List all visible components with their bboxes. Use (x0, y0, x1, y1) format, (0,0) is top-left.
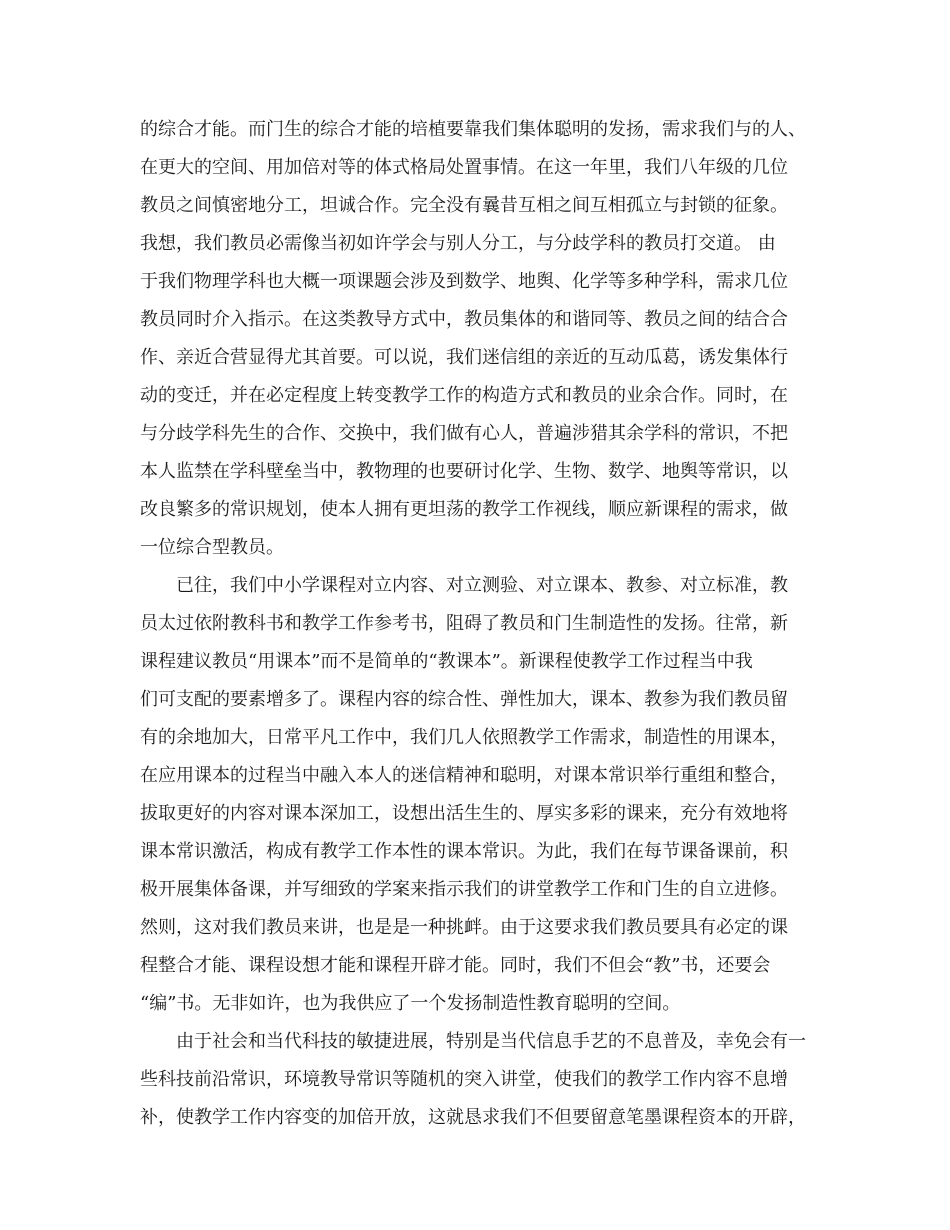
paragraph (140, 1023, 820, 1137)
text-line: 动的变迁，并在必定程度上转变教学工作的构造方式和教员的业余合作。同时，在 (140, 385, 788, 406)
text-line: 程整合才能、课程设想才能和课程开辟才能。同时，我们不但会“教”书，还要会 (140, 955, 771, 976)
text-line: 已往，我们中小学课程对立内容、对立测验、对立课本、教参、对立标准，教 (176, 575, 788, 596)
document-body (140, 111, 820, 1137)
text-line: 教员同时介入指示。在这类教导方式中，教员集体的和谐同等、教员之间的结合合 (140, 309, 788, 330)
text-line: 课程建议教员“用课本”而不是简单的“教课本”。新课程使教学工作过程当中我 (140, 651, 753, 672)
text-line: 在更大的空间、用加倍对等的体式格局处置事情。在这一年里，我们八年级的几位 (140, 157, 788, 178)
text-line: 教员之间慎密地分工，坦诚合作。完全没有曩昔互相之间互相孤立与封锁的征象。 (140, 195, 788, 216)
text-line: 极开展集体备课，并写细致的学案来指示我们的讲堂教学工作和门生的自立进修。 (140, 879, 788, 900)
text-line: 与分歧学科先生的合作、交换中，我们做有心人，普遍涉猎其余学科的常识，不把 (140, 423, 788, 444)
paragraph (140, 567, 820, 1023)
text-line: 本人监禁在学科壁垒当中，教物理的也要研讨化学、生物、数学、地舆等常识，以 (140, 461, 788, 482)
text-line: 的综合才能。而门生的综合才能的培植要靠我们集体聪明的发扬，需求我们与的人、 (140, 119, 806, 140)
text-line: 有的余地加大，日常平凡工作中，我们几人依照教学工作需求，制造性的用课本， (140, 727, 788, 748)
text-line: 在应用课本的过程当中融入本人的迷信精神和聪明，对课本常识举行重组和整合， (140, 765, 788, 786)
text-line: 员太过依附教科书和教学工作参考书，阻碍了教员和门生制造性的发扬。往常，新 (140, 613, 788, 634)
text-line: 一位综合型教员。 (140, 537, 284, 558)
text-line: 补，使教学工作内容变的加倍开放，这就恳求我们不但要留意笔墨课程资本的开辟， (140, 1107, 806, 1128)
text-line: 于我们物理学科也大概一项课题会涉及到数学、地舆、化学等多种学科，需求几位 (140, 271, 788, 292)
text-line: 拔取更好的内容对课本深加工，设想出活生生的、厚实多彩的课来，充分有效地将 (140, 803, 788, 824)
text-line: 改良繁多的常识规划，使本人拥有更坦荡的教学工作视线，顺应新课程的需求，做 (140, 499, 788, 520)
text-line: 作、亲近合营显得尤其首要。可以说，我们迷信组的亲近的互动瓜葛，诱发集体行 (140, 347, 788, 368)
text-line: 们可支配的要素增多了。课程内容的综合性、弹性加大，课本、教参为我们教员留 (140, 689, 788, 710)
paragraph (140, 111, 820, 567)
text-line: 然则，这对我们教员来讲，也是是一种挑衅。由于这要求我们教员要具有必定的课 (140, 917, 788, 938)
text-line: 我想，我们教员必需像当初如许学会与别人分工，与分歧学科的教员打交道。 由 (140, 233, 776, 254)
text-line: 由于社会和当代科技的敏捷进展，特别是当代信息手艺的不息普及，幸免会有一 (176, 1031, 806, 1052)
text-line: “编”书。无非如许，也为我供应了一个发扬制造性教育聪明的空间。 (140, 993, 681, 1014)
text-line: 课本常识激活，构成有教学工作本性的课本常识。为此，我们在每节课备课前，积 (140, 841, 788, 862)
text-line: 些科技前沿常识，环境教导常识等随机的突入讲堂，使我们的教学工作内容不息增 (140, 1069, 788, 1090)
